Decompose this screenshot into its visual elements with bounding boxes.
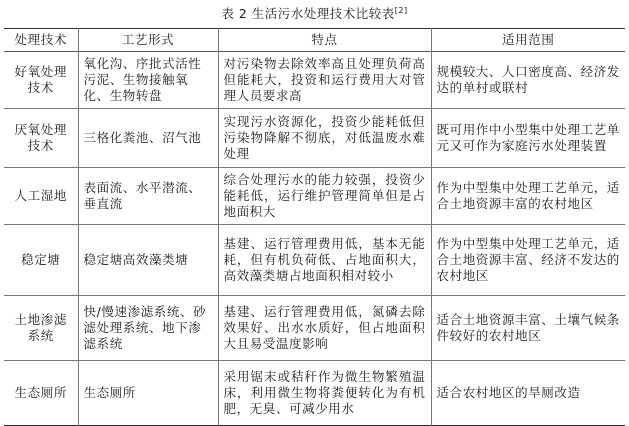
cell-form: 快/慢速渗滤系统、砂滤处理系统、地下渗滤系统 <box>78 296 218 361</box>
table-caption <box>0 6 629 22</box>
cell-tech: 人工湿地 <box>14 188 67 203</box>
table-row <box>4 52 625 109</box>
header-tech: 处理技术 <box>14 32 67 47</box>
cell-feature: 对污染物去除效率高且处理负荷高但能耗大，投资和运行费用大对管理人员要求高 <box>218 52 431 109</box>
header-scope: 适用范围 <box>431 29 625 52</box>
cell-scope: 既可用作中小型集中处理工艺单元又可作为家庭污水处理装置 <box>431 109 625 168</box>
cell-tech: 土地渗滤系统 <box>14 312 67 343</box>
table-row <box>4 296 625 361</box>
table-row <box>4 109 625 168</box>
cell-tech: 好氧处理技术 <box>14 64 67 95</box>
cell-feature: 基建、运行管理费用低，基本无能耗，但有机负荷低、占地面积大，高效藻类塘占地面积相对较小 <box>218 225 431 296</box>
cell-feature: 综合处理污水的能力较强，投资少能耗低，运行维护管理简单但是占地面积大 <box>218 168 431 225</box>
caption-text: 表 2 生活污水处理技术比较表 <box>221 6 395 21</box>
table-row <box>4 168 625 225</box>
cell-feature: 实现污水资源化，投资少能耗低但污染物降解不彻底，对低温废水难处理 <box>218 109 431 168</box>
table-header-row <box>4 29 625 52</box>
cell-scope: 规模较大、人口密度高、经济发达的单村或联村 <box>431 52 625 109</box>
table-row <box>4 225 625 296</box>
cell-feature: 基建、运行管理费用低，氮磷去除效果好、出水水质好，但占地面积大且易受温度影响 <box>218 296 431 361</box>
cell-form: 生态厕所 <box>78 361 218 426</box>
cell-tech: 厌氧处理技术 <box>14 122 67 153</box>
cell-scope: 适合农村地区的旱厕改造 <box>431 361 625 426</box>
comparison-table <box>4 28 625 426</box>
cell-feature: 采用锯末或秸秆作为微生物繁殖温床，利用微生物将粪便转化为有机肥，无臭、可减少用水 <box>218 361 431 426</box>
cell-form: 三格化粪池、沼气池 <box>78 109 218 168</box>
table-row <box>4 361 625 426</box>
cell-scope: 作为中型集中处理工艺单元，适合土地资源丰富的农村地区 <box>431 168 625 225</box>
cell-tech: 生态厕所 <box>14 385 67 400</box>
header-feature: 特点 <box>218 29 431 52</box>
cell-scope: 适合土地资源丰富、土壤气候条件较好的农村地区 <box>431 296 625 361</box>
cell-scope: 作为中型集中处理工艺单元，适合土地资源丰富、经济不发达的农村地区 <box>431 225 625 296</box>
cell-tech: 稳定塘 <box>21 252 61 267</box>
cell-form: 氧化沟、序批式活性污泥、生物接触氧化、生物转盘 <box>78 52 218 109</box>
cell-form: 稳定塘高效藻类塘 <box>78 225 218 296</box>
cell-form: 表面流、水平潜流、垂直流 <box>78 168 218 225</box>
header-form: 工艺形式 <box>78 29 218 52</box>
caption-reference: [2] <box>394 5 408 15</box>
